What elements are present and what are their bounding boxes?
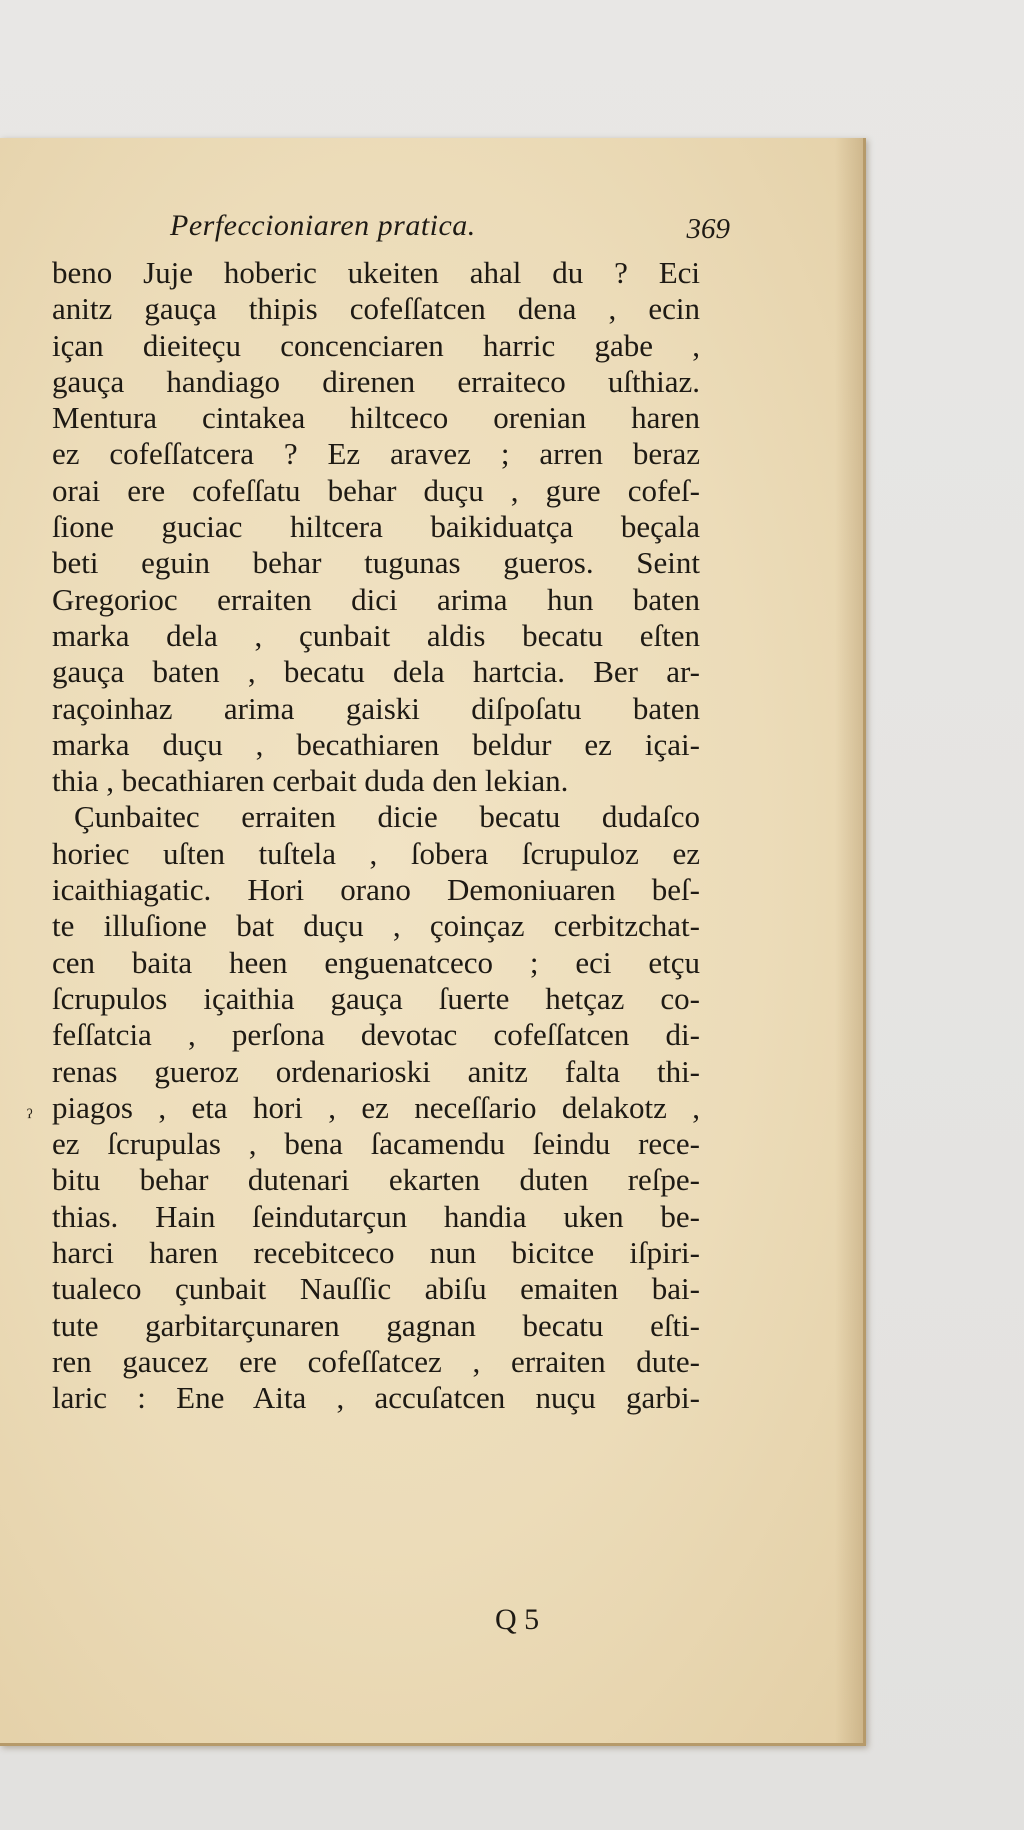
- text-line: beti eguin behar tugunas gueros. Seint: [52, 545, 700, 581]
- text-line: bitu behar dutenari ekarten duten reſpe-: [52, 1162, 700, 1198]
- body-text: [52, 255, 700, 1417]
- text-line: harci haren recebitceco nun bicitce iſpiri-: [52, 1235, 700, 1271]
- text-line: horiec uſten tuſtela , ſobera ſcrupuloz ez: [52, 835, 700, 871]
- text-line: orai ere cofeſſatu behar duçu , gure cofeſ-: [52, 472, 700, 508]
- page-number: 369: [686, 213, 730, 245]
- text-line: icaithiagatic. Hori orano Demoniuaren beſ-: [52, 872, 700, 908]
- text-line: laric : Ene Aita , accuſatcen nuçu garbi-: [52, 1380, 700, 1416]
- text-line: Çunbaitec erraiten dicie becatu dudaſco: [74, 799, 700, 835]
- text-line: ez ſcrupulas , bena ſacamendu ſeindu rece-: [52, 1126, 700, 1162]
- text-line: beno Juje hoberic ukeiten ahal du ? Eci: [52, 255, 700, 290]
- text-line: thia , becathiaren cerbait duda den lekian.: [52, 763, 569, 799]
- text-line: Mentura cintakea hiltceco orenian haren: [52, 400, 700, 436]
- text-line: raçoinhaz arima gaiski diſpoſatu baten: [52, 690, 700, 726]
- text-line: thias. Hain ſeindutarçun handia uken be-: [52, 1198, 700, 1234]
- text-line: feſſatcia , perſona devotac cofeſſatcen di-: [52, 1017, 700, 1053]
- page-header: [170, 209, 730, 259]
- text-line: ez cofeſſatcera ? Ez aravez ; arren beraz: [52, 436, 700, 472]
- text-line: gauça handiago direnen erraiteco uſthiaz.: [52, 363, 700, 399]
- text-line: Gregorioc erraiten dici arima hun baten: [52, 581, 700, 617]
- text-line: marka dela , çunbait aldis becatu eſten: [52, 617, 700, 653]
- margin-mark: ˀ: [27, 1104, 33, 1129]
- catchword: Q 5: [495, 1603, 540, 1636]
- text-line: cen baita heen enguenatceco ; eci etçu: [52, 944, 700, 980]
- text-line: gauça baten , becatu dela hartcia. Ber ar-: [52, 654, 700, 690]
- text-line: içan dieiteçu concenciaren harric gabe ,: [52, 327, 700, 363]
- text-line: ſione guciac hiltcera baikiduatça beçala: [52, 509, 700, 545]
- text-line: renas gueroz ordenarioski anitz falta thi-: [52, 1053, 700, 1089]
- text-line: piagos , eta hori , ez neceſſario delakotz ,: [52, 1089, 700, 1125]
- text-line: ren gaucez ere cofeſſatcez , erraiten dute-: [52, 1343, 700, 1379]
- text-line: tualeco çunbait Nauſſic abiſu emaiten bai-: [52, 1271, 700, 1307]
- text-line: marka duçu , becathiaren beldur ez içai-: [52, 726, 700, 762]
- text-line: ſcrupulos içaithia gauça ſuerte hetçaz co-: [52, 980, 700, 1016]
- running-title: Perfeccioniaren pratica.: [170, 209, 476, 242]
- text-line: tute garbitarçunaren gagnan becatu eſti-: [52, 1307, 700, 1343]
- text-line: te illuſione bat duçu , çoinçaz cerbitzchat-: [52, 908, 700, 944]
- book-page: [0, 138, 866, 1746]
- text-line: anitz gauça thipis cofeſſatcen dena , ecin: [52, 291, 700, 327]
